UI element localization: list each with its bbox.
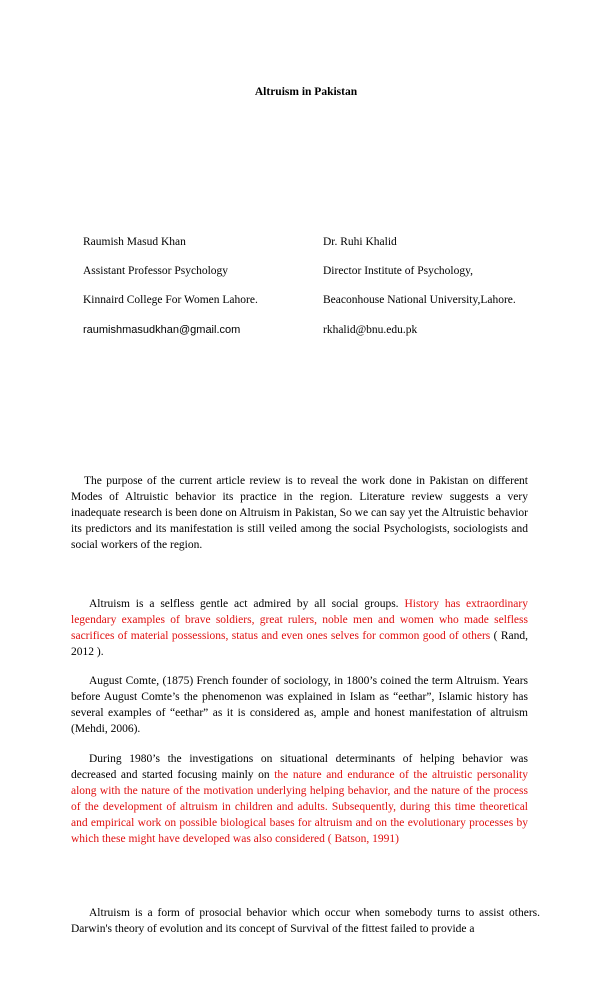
author2-email: rkhalid@bnu.edu.pk [323,324,418,336]
body-paragraph-3 [71,751,528,847]
author2-name: Dr. Ruhi Khalid [323,236,397,248]
author1-email: raumishmasudkhan@gmail.com [83,324,241,336]
body-paragraph-2: August Comte, (1875) French founder of sociology, in 1800’s coined the term Altruism. Years before August Comte’s the phenomenon was explained in Islam as “eethar”, Islamic history has several examples of “eethar” as it is considered as, ample and honest manifestation of altruism (Mehdi, 2006). [71,675,528,735]
body-paragraph-1 [71,596,528,660]
abstract-paragraph: The purpose of the current article review is to reveal the work done in Pakistan on different Modes of Altruistic behavior its practice in the region. Literature review suggests a very inadequate research is been done on Altruism in Pakistan, So we can say yet the Altruistic behavior its predictors and its manifestation is still veiled among the social Psychologists, sociologists and social workers of the region. [71,475,528,551]
p1-citation: ( Rand, 2012 ). [71,630,528,658]
author2-position: Director Institute of Psychology, [323,265,474,277]
p3-text: During 1980’s the investigations on situational determinants of helping behavior was decreased and started focusing mainly on [71,753,528,781]
p1-text: Altruism is a selfless gentle act admired by all social groups. [89,598,405,610]
p1-highlight: History has extraordinary legendary examples of brave soldiers, great rulers, noble men and women who made selfless sacrifices of material possessions, status and even ones selves for common good of others [71,598,528,642]
author1-position: Assistant Professor Psychology [83,265,229,277]
document-title: Altruism in Pakistan [254,86,358,98]
author2-institution: Beaconhouse National University,Lahore. [323,294,516,306]
body-paragraph-4: Altruism is a form of prosocial behavior which occur when somebody turns to assist others. Darwin's theory of evolution and its concept of Survival of the fittest failed to provide a [71,907,540,935]
author1-institution: Kinnaird College For Women Lahore. [83,294,258,306]
p3-highlight: the nature and endurance of the altruistic personality along with the nature of the motivation underlying helping behavior, and the nature of the process of the development of altruism in children and adults. Subsequently, during this time theoretical and empirical work on possible biological bases for altruism and on the evolutionary processes by which these might have developed was also considered ( Batson, 1991) [71,769,528,845]
author1-name: Raumish Masud Khan [83,236,186,248]
